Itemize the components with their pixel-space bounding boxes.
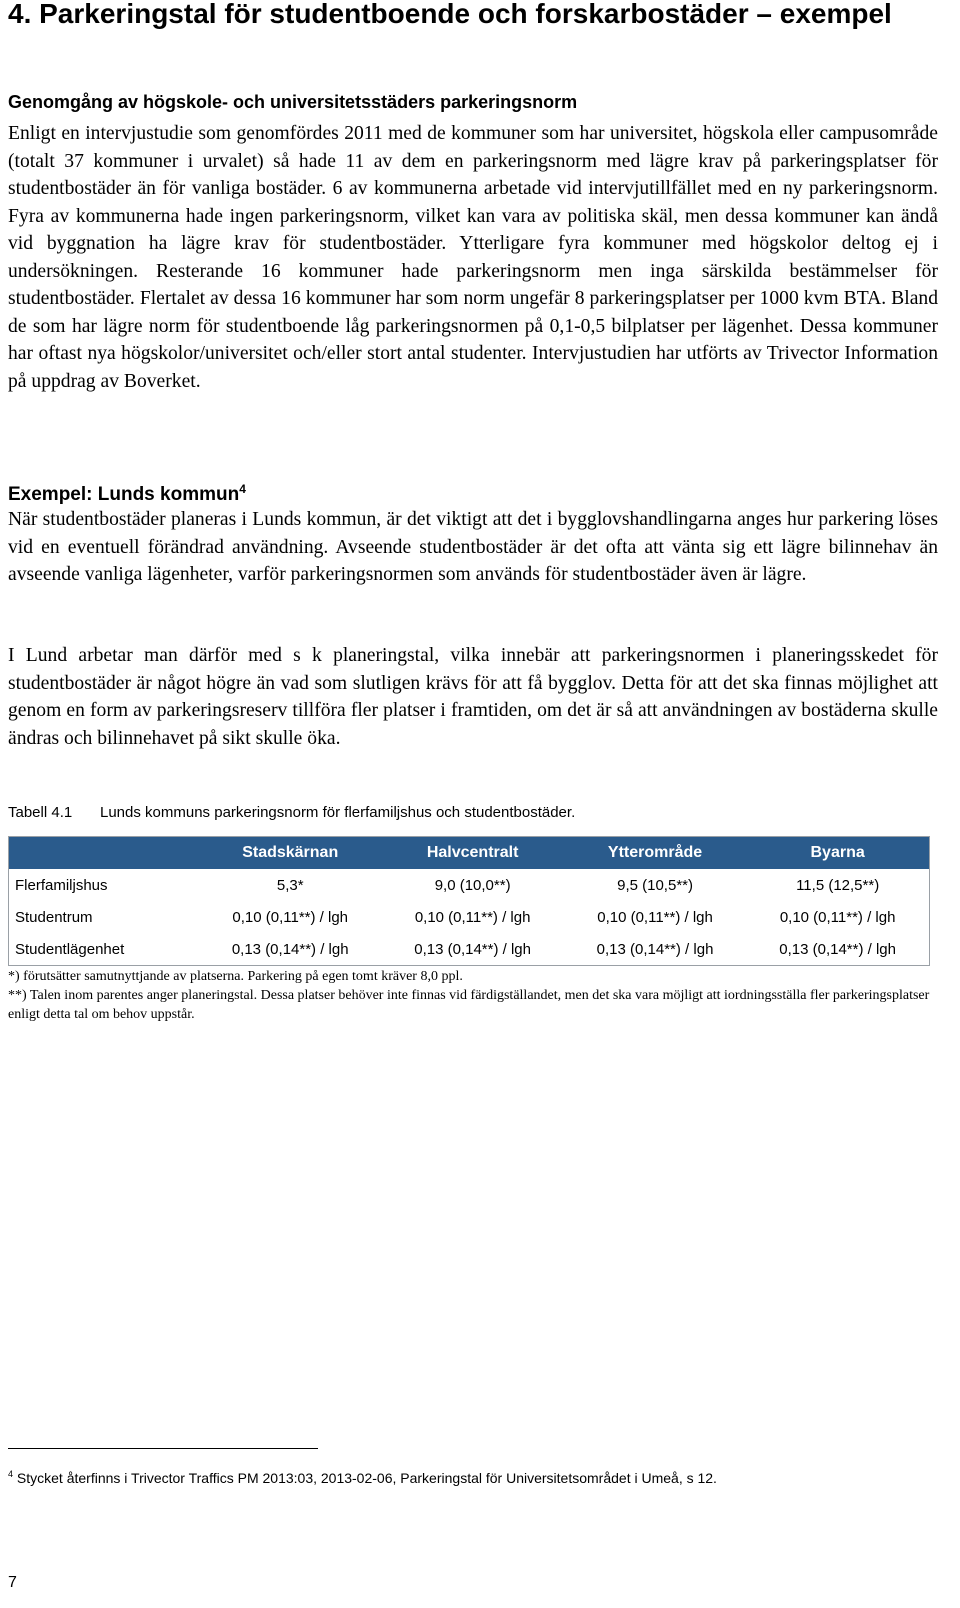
table-cell: 11,5 (12,5**) <box>796 876 880 894</box>
table-caption-number: Tabell 4.1 <box>8 804 73 821</box>
footnote-number: 4 <box>8 1469 14 1479</box>
column-header: Halvcentralt <box>381 837 563 870</box>
table-header-row <box>9 837 930 870</box>
row-label: Studentrum <box>15 908 93 926</box>
example-heading <box>8 476 938 508</box>
example-heading-text: Exempel: Lunds kommun <box>8 484 240 505</box>
page-title: 4. Parkeringstal för studentboende och forskarbostäder – exempel <box>8 0 892 29</box>
table-header-corner <box>9 837 200 870</box>
row-label: Studentlägenhet <box>15 940 125 958</box>
table-note-1: *) förutsätter samutnyttjande av platserna. Parkering på egen tomt kräver 8,0 ppl. <box>8 969 463 984</box>
table-cell: 9,0 (10,0**) <box>434 876 511 894</box>
lund-paragraph-2: I Lund arbetar man därför med s k planeringstal, vilka innebär att parkeringsnormen i planeringsskedet för studentbostäder är något högre än vad som slutligen krävs för att få bygglov. Detta för att det ska finnas möjlighet att genom en form av parkeringsreserv tillföra fler platser i framtiden, om det är så att användningen av bostäderna skulle ändras och bilinnehavet på sikt skulle öka. <box>8 645 938 749</box>
footnote-reference[interactable]: 4 <box>239 482 246 496</box>
table-caption-text: Lunds kommuns parkeringsnorm för flerfamiljshus och studentbostäder. <box>100 804 576 821</box>
table-cell: 0,13 (0,14**) / lgh <box>414 940 531 958</box>
table-cell: 0,13 (0,14**) / lgh <box>779 940 896 958</box>
table-caption <box>8 802 938 824</box>
lund-paragraph-1: När studentbostäder planeras i Lunds kommun, är det viktigt att det i bygglovshandlingarna anges hur parkering löses vid en eventuell förändrad användning. Avseende studentbostäder är det ofta att vänta sig ett lägre bilinnehav än avseende vanliga lägenheter, varför parkeringsnormen som används för studentbostäder även är lägre. <box>8 509 938 585</box>
footnote-text: Stycket återfinns i Trivector Traffics PM 2013:03, 2013-02-06, Parkeringstal för Universitetsområdet i Umeå, s 12. <box>16 1470 717 1486</box>
table-row <box>9 869 930 901</box>
footnote-divider <box>8 1448 318 1449</box>
intro-paragraph: Enligt en intervjustudie som genomfördes 2011 med de kommuner som har universitet, högskola eller campusområde (totalt 37 kommuner i urvalet) så hade 11 av dem en parkeringsnorm med lägre krav på parkeringsplatser för studentbostäder än för vanliga bostäder. 6 av kommunerna arbetade vid intervjutillfället med en ny parkeringsnorm. Fyra av kommunerna hade ingen parkeringsnorm, vilket kan vara av politiska skäl, men dessa kommuner kan ändå vid byggnation ha lägre krav för studentbostäder. Ytterligare fyra kommuner med högskolor deltog ej i undersökningen. Resterande 16 kommuner hade parkeringsnorm men inga särskilda bestämmelser för studentbostäder. Flertalet av dessa 16 kommuner har som norm ungefär 8 parkeringsplatser per 1000 kvm BTA. Bland de som har lägre norm för studentboende låg parkeringsnormen på 0,1-0,5 bilplatser per lägenhet. Dessa kommuner har oftast nya högskolor/universitet och/eller stort antal studenter. Intervjustudien har utförts av Trivector Information på uppdrag av Boverket. <box>8 123 938 392</box>
column-header: Stadskärnan <box>199 837 381 870</box>
parking-norm-table <box>8 836 930 966</box>
table-cell: 0,13 (0,14**) / lgh <box>596 940 714 958</box>
page-number: 7 <box>8 1574 17 1591</box>
table-cell: 9,5 (10,5**) <box>617 876 693 894</box>
table-row <box>9 933 930 966</box>
column-header: Ytterområde <box>564 837 746 870</box>
footnote <box>8 1464 938 1488</box>
table-cell: 0,10 (0,11**) / lgh <box>232 908 349 926</box>
row-label: Flerfamiljshus <box>15 876 108 894</box>
table-cell: 0,10 (0,11**) / lgh <box>779 908 896 926</box>
table-cell: 0,10 (0,11**) / lgh <box>597 908 713 926</box>
column-header: Byarna <box>746 837 929 870</box>
table-cell: 0,13 (0,14**) / lgh <box>231 940 349 958</box>
table-cell: 5,3* <box>276 876 304 894</box>
section-subheading: Genomgång av högskole- och universitetsstäders parkeringsnorm <box>8 92 578 112</box>
table-cell: 0,10 (0,11**) / lgh <box>414 908 531 926</box>
table-row <box>9 901 930 933</box>
table-note-2: **) Talen inom parentes anger planeringstal. Dessa platser behöver inte finnas vid färdigställandet, men det ska vara möjligt att iordningsställa fler parkeringsplatser enligt detta tal om behov uppstår. <box>8 988 930 1022</box>
